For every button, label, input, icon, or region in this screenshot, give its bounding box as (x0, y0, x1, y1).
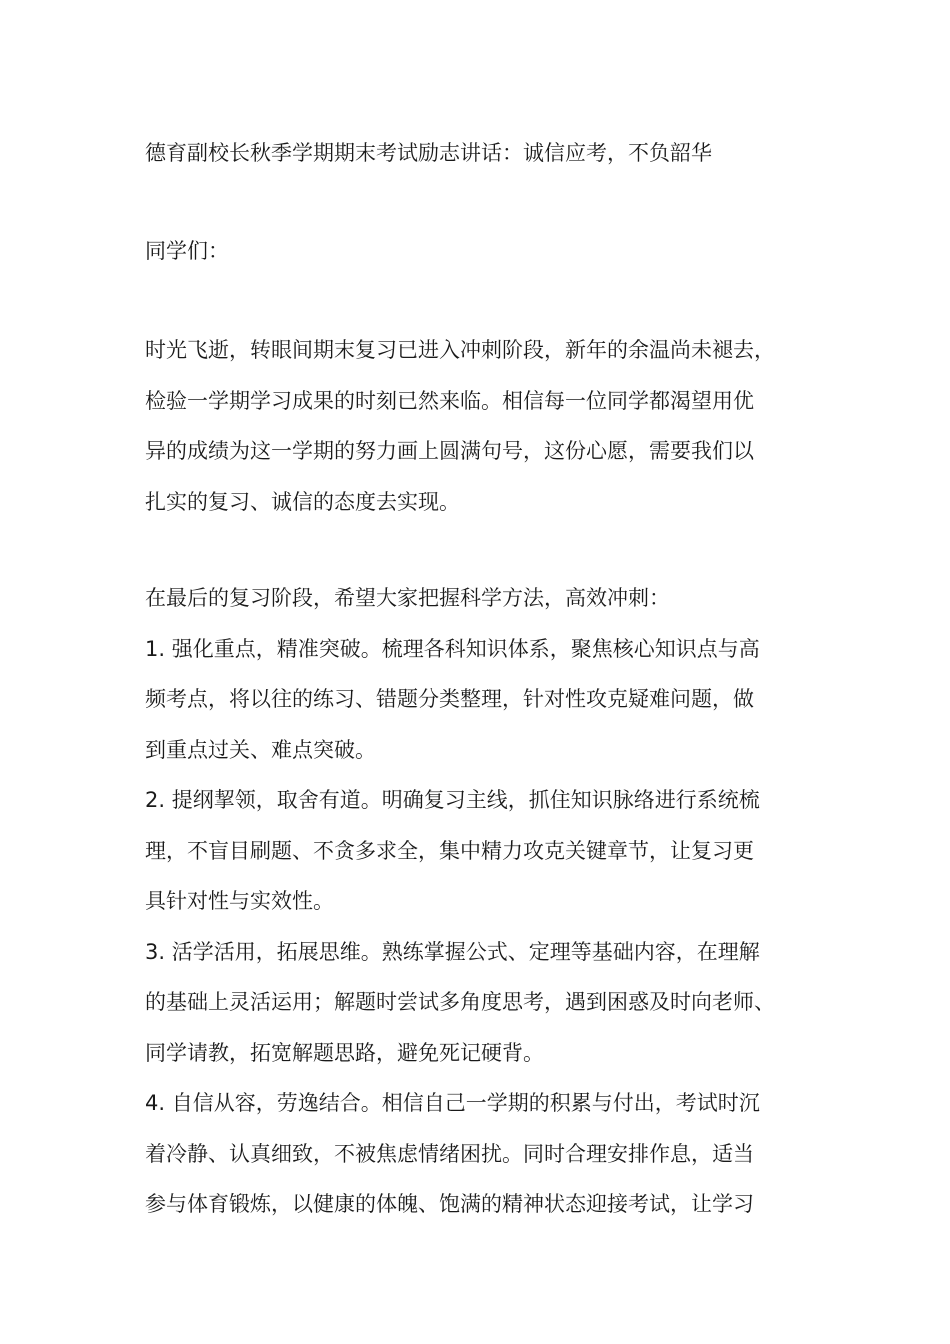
text-line: 时光飞逝，转眼间期末复习已进入冲刺阶段，新年的余温尚未褪去， (145, 338, 775, 362)
list-item-2: 2. 提纲挈领，取舍有道。明确复习主线，抓住知识脉络进行系统梳 (145, 788, 760, 812)
paragraph-intro (145, 325, 835, 527)
text-line: 频考点，将以往的练习、错题分类整理，针对性攻克疑难问题，做 (145, 687, 754, 711)
paragraph-methods (145, 573, 835, 1230)
text-line: 具针对性与实效性。 (145, 889, 334, 913)
list-item-4: 4. 自信从容，劳逸结合。相信自己一学期的积累与付出，考试时沉 (145, 1091, 760, 1115)
text-line: 的基础上灵活运用；解题时尝试多角度思考，遇到困惑及时向老师、 (145, 990, 775, 1014)
list-item-1: 1. 强化重点，精准突破。梳理各科知识体系，聚焦核心知识点与高 (145, 636, 760, 661)
text-line: 参与体育锻炼，以健康的体魄、饱满的精神状态迎接考试，让学习 (145, 1192, 754, 1216)
list-item-3: 3. 活学活用，拓展思维。熟练掌握公式、定理等基础内容，在理解 (145, 939, 760, 964)
text-line: 到重点过关、难点突破。 (145, 737, 376, 762)
text-line: 理，不盲目刷题、不贪多求全，集中精力攻克关键章节，让复习更 (145, 838, 754, 863)
document-title: 德育副校长秋季学期期末考试励志讲话：诚信应考，不负韶华 (145, 141, 712, 165)
text-line: 扎实的复习、诚信的态度去实现。 (145, 489, 460, 514)
text-line: 同学请教，拓宽解题思路，避免死记硬背。 (145, 1040, 544, 1065)
salutation: 同学们： (145, 239, 229, 263)
text-line: 在最后的复习阶段，希望大家把握科学方法，高效冲刺： (145, 586, 670, 610)
text-line: 异的成绩为这一学期的努力画上圆满句号，这份心愿，需要我们以 (145, 439, 754, 463)
text-line: 检验一学期学习成果的时刻已然来临。相信每一位同学都渴望用优 (145, 388, 754, 413)
text-line: 着冷静、认真细致，不被焦虑情绪困扰。同时合理安排作息，适当 (145, 1141, 754, 1166)
